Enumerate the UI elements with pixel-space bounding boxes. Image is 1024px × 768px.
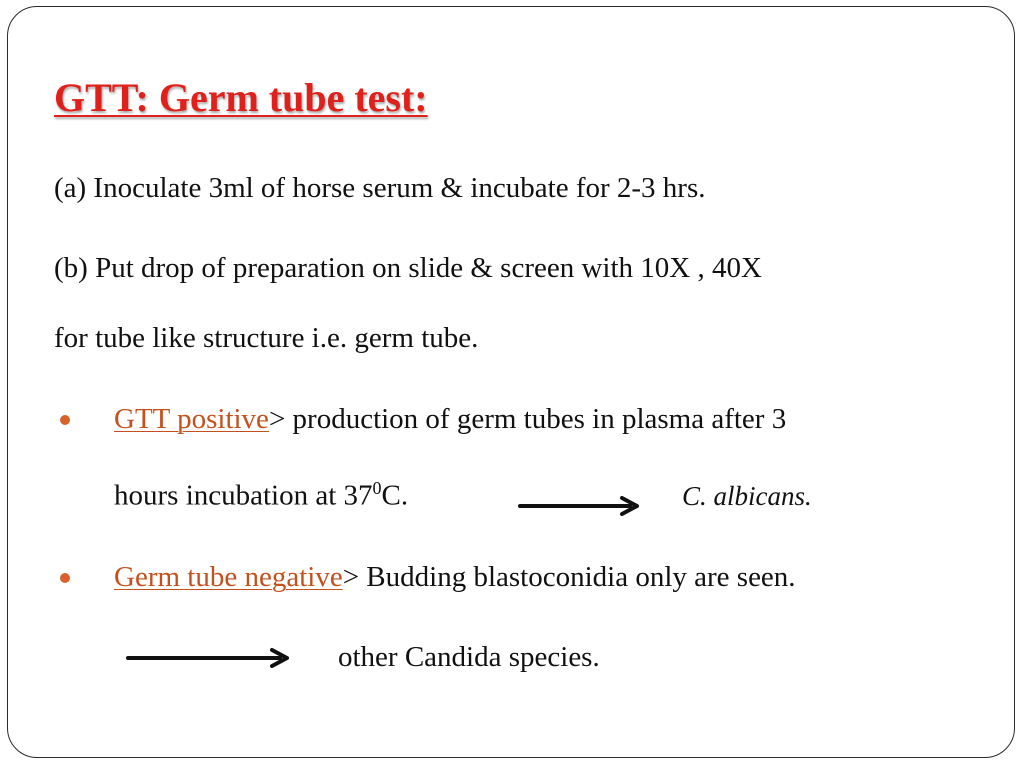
bullet1-line2 [114,478,408,513]
germ-tube-negative-link[interactable]: Germ tube negative [114,561,343,593]
celsius-text: C. [381,479,409,512]
degree-superscript: 0 [372,478,382,498]
bullet-dot-icon [60,415,70,425]
step-b-text-line1: (b) Put drop of preparation on slide & screen with 10X , 40X [54,252,762,284]
bullet2-line1 [114,561,796,594]
gtt-positive-link[interactable]: GTT positive [114,403,269,435]
bullet2-line1-rest: > Budding blastoconidia only are seen. [342,561,796,593]
result-other-candida: other Candida species. [338,641,600,673]
result-c-albicans: C. albicans. [682,481,812,511]
slide-title: GTT: Germ tube test: [54,75,428,120]
step-b-text-line2: for tube like structure i.e. germ tube. [54,322,479,354]
step-a-text: (a) Inoculate 3ml of horse serum & incubate for 2-3 hrs. [54,172,706,204]
right-arrow-icon [518,494,642,518]
bullet-dot-icon [60,573,70,583]
incubation-text: hours incubation at 37 [114,479,373,512]
bullet1-line1 [114,403,786,436]
bullet1-line1-rest: > production of germ tubes in plasma after 3 [268,403,787,435]
right-arrow-icon [126,646,292,670]
